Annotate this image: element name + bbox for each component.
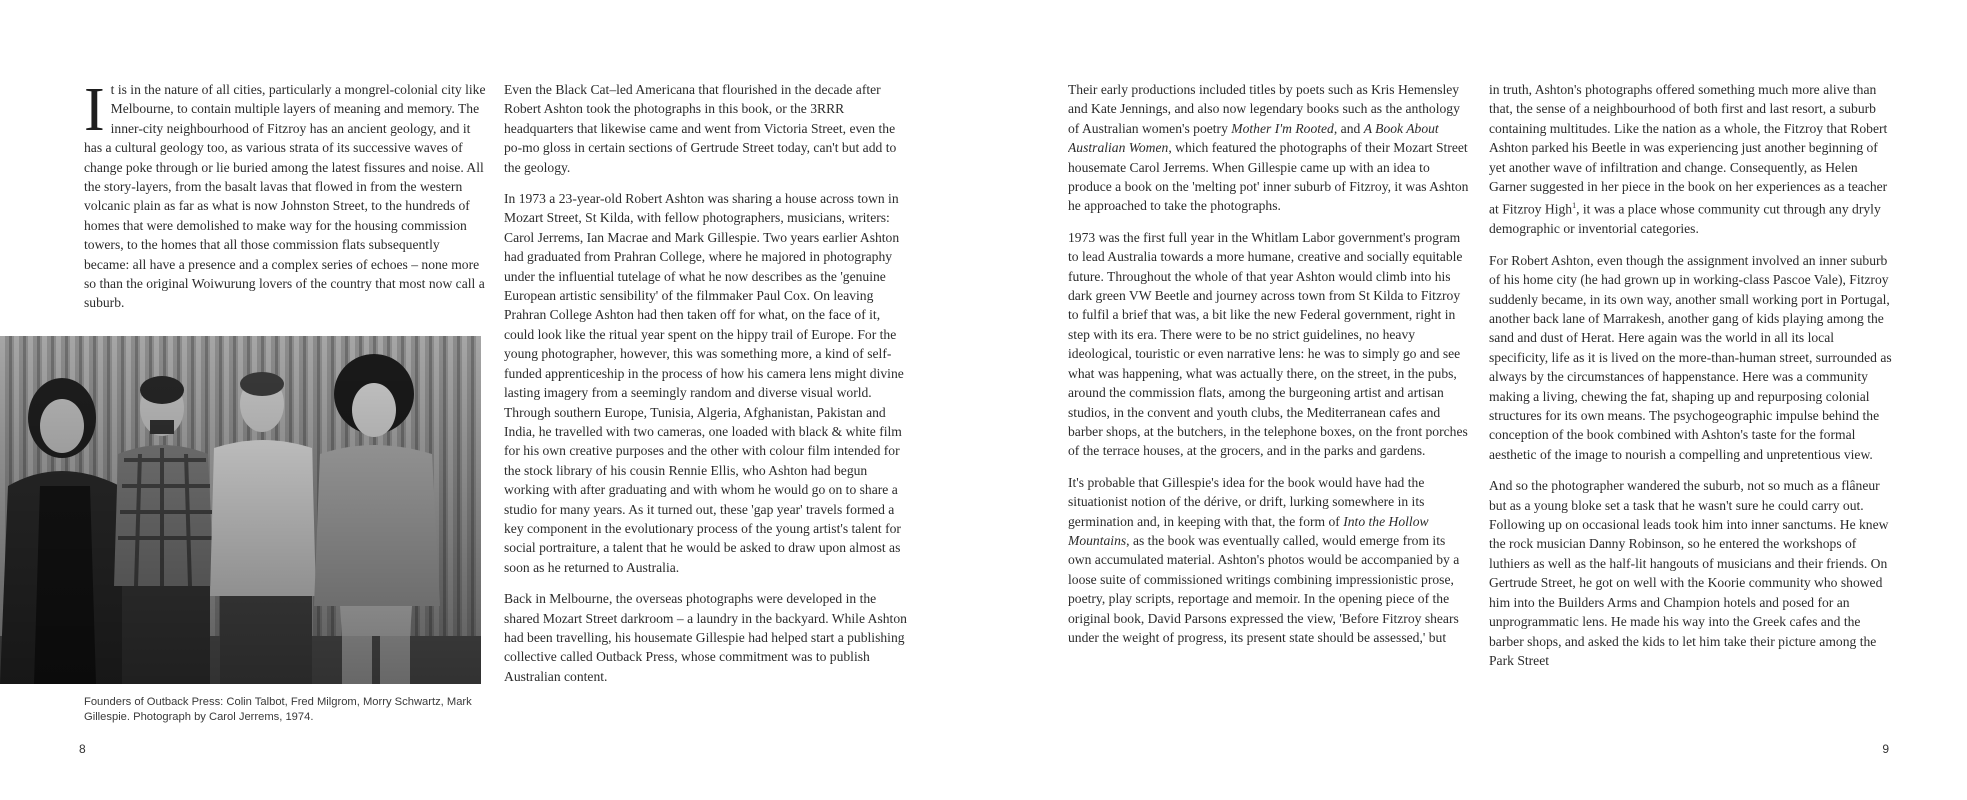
paragraph-text: It's probable that Gillespie's idea for the book would have had the situationist notion of the dérive, or drift, lurking somewhere in its germination and, in keeping with that, the form of: [1068, 474, 1425, 529]
paragraph-text: , as the book was eventually called, would emerge from its own accumulated material. Ashton's photos would be accompanied by a loose suite of commissioned writings combining impressionistic prose, poetry, play scripts, reportage and memoir. In the opening piece of the original book, David Parsons expressed the view, 'Before Fitzroy shears under the weight of progress, its present state should be assessed,' but: [1068, 532, 1460, 645]
text-column-1: [84, 76, 486, 313]
paragraph: Back in Melbourne, the overseas photographs were developed in the shared Mozart Street darkroom – a laundry in the backyard. While Ashton had been travelling, his housemate Gillespie had helped start a publishing collective called Outback Press, whose commitment was to publish Australian content.: [504, 591, 907, 684]
paragraph: [1068, 473, 1472, 648]
text-column-3: [1068, 80, 1472, 726]
paragraph-text: , it was a place whose community cut through any dryly demographic or inventorial categories.: [1489, 201, 1881, 237]
paragraph-text: , and: [1333, 120, 1364, 136]
book-title: Into the Hollow Mountains: [1068, 513, 1429, 548]
left-page: [0, 0, 983, 800]
photo-caption: Founders of Outback Press: Colin Talbot, Fred Milgrom, Morry Schwartz, Mark Gillespie. Photograph by Carol Jerrems, 1974.: [84, 696, 472, 723]
book-title: A Book About Australian Women: [1068, 120, 1439, 156]
paragraph: And so the photographer wandered the suburb, not so much as a flâneur but as a young bloke set a task that he wasn't sure he could carry out. Following up on occasional leads took him into inner sanctums. He knew the rock musician Danny Robinson, so he entered the workshops of luthiers as well as the half-lit hangouts of musicians and their friends. On Gertrude Street, he got on well with the Koorie community who showed him into the Builders Arms and Champion hotels and posed for an unprogrammatic lens. He made his way into the Greek cafes and the barber shops, and asked the kids to let him take their picture among the Park Street: [1489, 478, 1889, 668]
founders-photograph: [0, 336, 481, 684]
paragraph: [84, 76, 486, 313]
photograph-image: [0, 336, 481, 684]
page-number-left: 8: [79, 742, 86, 756]
paragraph: In 1973 a 23-year-old Robert Ashton was sharing a house across town in Mozart Street, St Kilda, with fellow photographers, musicians, writers: Carol Jerrems, Ian Macrae and Mark Gillespie. Two years earlier Ashton had graduated from Prahran College, where he majored in photography under the influential tutelage of what he now describes as the 'genuine European artistic sensibility' of the filmmaker Paul Cox. On leaving Prahran College Ashton had then taken off for what, on the face of it, could look like the ritual year spent on the hippy trail of Europe. For the young photographer, however, this was something more, a kind of self-funded apprenticeship in the process of how his camera lens might divine lasting imagery from a seemingly random and diverse visual world. Through southern Europe, Tunisia, Algeria, Afghanistan, Pakistan and India, he travelled with two cameras, one loaded with black & white film for his own creative purposes and the other with colour film intended for the stock library of his cousin Rennie Ellis, who Ashton had begun working with after graduating and with whom he would go on to share a studio for many years. As it turned out, these 'gap year' travels formed a key component in the evolutionary process of the young artist's talent for social portraiture, a talent that he would be asked to draw upon almost as soon as he returned to Australia.: [504, 191, 904, 575]
paragraph: For Robert Ashton, even though the assignment involved an inner suburb of his home city (he had grown up in working-class Pascoe Vale), Fitzroy suddenly became, in its own way, another small working port in Portugal, another back lane of Marrakesh, another gang of kids playing among the sand and dust of Herat. Here again was the world in all its local specificity, life as it is lived on the more-than-human street, surrounded as always by the circumstances of happenstance. Here was a community making a living, chewing the fat, shaping up and repurposing colonial structures for its own means. The psychogeographic impulse behind the conception of the book combined with Ashton's taste for the formal aesthetic of the image to nourish a compelling and unpretentious view.: [1489, 252, 1892, 462]
paragraph: [1068, 80, 1472, 216]
text-column-4: [1489, 80, 1895, 726]
paragraph-text: Their early productions included titles by poets such as Kris Hemensley and Kate Jennings, and also now legendary books such as the anthology of Australian women's poetry: [1068, 82, 1460, 136]
page-number-right: 9: [1882, 742, 1889, 756]
paragraph-text: in truth, Ashton's photographs offered something much more alive than that, the sense of a neighbourhood of both first and last resort, a suburb containing multitudes. Like the nation as a whole, the Fitzroy that Robert Ashton parked his Beetle in was experiencing just another beginning of yet another wave of infiltration and change. Consequently, as Helen Garner suggested in her piece in the book on her experiences as a teacher at Fitzroy High: [1489, 82, 1888, 217]
right-page: [984, 0, 1967, 800]
book-title: Mother I'm Rooted: [1231, 120, 1334, 136]
paragraph: 1973 was the first full year in the Whitlam Labor government's program to lead Australia towards a more humane, creative and socially equitable future. Throughout the whole of that year Ashton would climb into his dark green VW Beetle and journey across town from St Kilda to Fitzroy to fulfil a brief that was, a bit like the new Federal government, right in step with its era. There were to be no strict guidelines, no heavy ideological, touristic or even narrative lens: he was to simply go and see what was happening, what was actually there, on the street, in the pubs, around the commission flats, among the burgeoning artist and artisan studios, in the convent and youth clubs, the Mediterranean cafes and barber shops, at the butchers, in the telephone boxes, on the front porches of the terrace houses, at the grocers, and in the parks and gardens.: [1068, 229, 1468, 459]
text-column-2: [504, 80, 910, 726]
paragraph: [1489, 80, 1895, 239]
paragraph-text: t is in the nature of all cities, particularly a mongrel-colonial city like Melbourne, to contain multiple layers of meaning and memory. The inner-city neighbourhood of Fitzroy has an ancient geology, and it has a cultural geology too, as various strata of its successive waves of change poke through or lie buried among the latest fissures and noise. All the story-layers, from the basalt lavas that flowed in from the western volcanic plain as far as what is now Johnston Street, to the hundreds of homes that were demolished to make way for the housing commission towers, to the homes that all those commission flats subsequently became: all have a presence and a complex series of echoes – none more so than the original Woiwurung lovers of the country that most now call a suburb.: [84, 82, 486, 311]
drop-cap: I: [84, 76, 105, 144]
paragraph-text: , which featured the photographs of their Mozart Street housemate Carol Jerrems. When Gillespie came up with an idea to produce a book on the 'melting pot' inner suburb of Fitzroy, it was Ashton he approached to take the photographs.: [1068, 140, 1469, 214]
footnote-marker: 1: [1572, 201, 1577, 211]
paragraph: Even the Black Cat–led Americana that flourished in the decade after Robert Ashton took the photographs in this book, or the 3RRR headquarters that likewise came and went from Victoria Street, even the po-mo gloss in certain sections of Gertrude Street today, can't but add to the geology.: [504, 82, 897, 175]
